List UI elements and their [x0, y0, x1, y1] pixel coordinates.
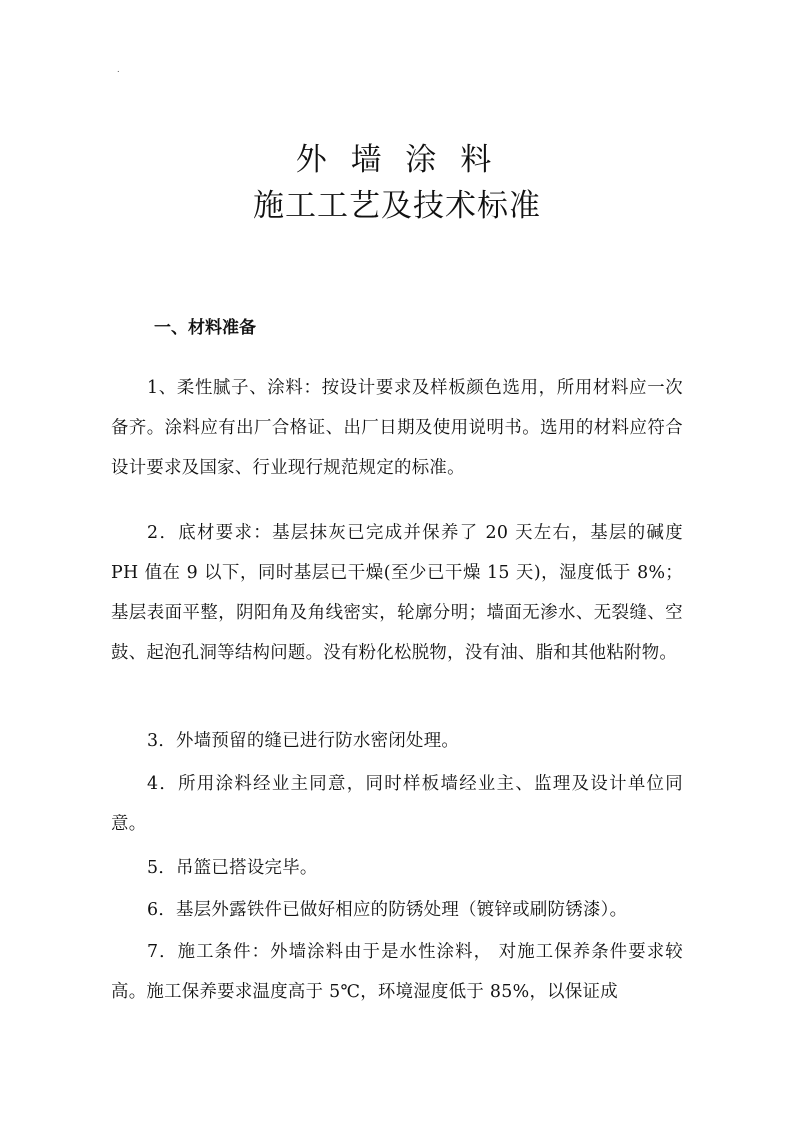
- corner-mark: .: [117, 65, 120, 74]
- paragraph-6: 6．基层外露铁件已做好相应的防锈处理（镀锌或刷防锈漆）。: [147, 900, 628, 920]
- document-title-line2: 施工工艺及技术标准: [253, 188, 541, 224]
- paragraph-1: 1、柔性腻子、涂料：按设计要求及样板颜色选用，所用材料应一次备齐。涂料应有出厂合格证、出厂日期及使用说明书。选用的材料应符合设计要求及国家、行业现行规范规定的标准。: [111, 378, 683, 478]
- paragraph-3: 3．外墙预留的缝已进行防水密闭处理。: [147, 731, 460, 751]
- paragraph-2: 2．底材要求：基层抹灰已完成并保养了 20 天左右，基层的碱度 PH 值在 9 以下，同时基层已干燥(至少已干燥 15 天)，湿度低于 8%；基层表面平整，阴阳角及角线密实，轮廓分明；墙面无渗水、无裂缝、空鼓、起泡孔洞等结构问题。没有粉化松脱物，没有油、脂和其他粘附物。: [111, 523, 683, 663]
- paragraph-5: 5．吊篮已搭设完毕。: [147, 858, 318, 878]
- paragraph-4: 4．所用涂料经业主同意，同时样板墙经业主、监理及设计单位同意。: [111, 774, 683, 834]
- paragraph-7: 7．施工条件：外墙涂料由于是水性涂料， 对施工保养条件要求较高。施工保养要求温度高于 5℃，环境湿度低于 85%，以保证成: [111, 942, 683, 1002]
- document-title-line1: 外 墙 涂 料: [295, 142, 499, 178]
- section-heading-materials: 一、材料准备: [154, 318, 256, 338]
